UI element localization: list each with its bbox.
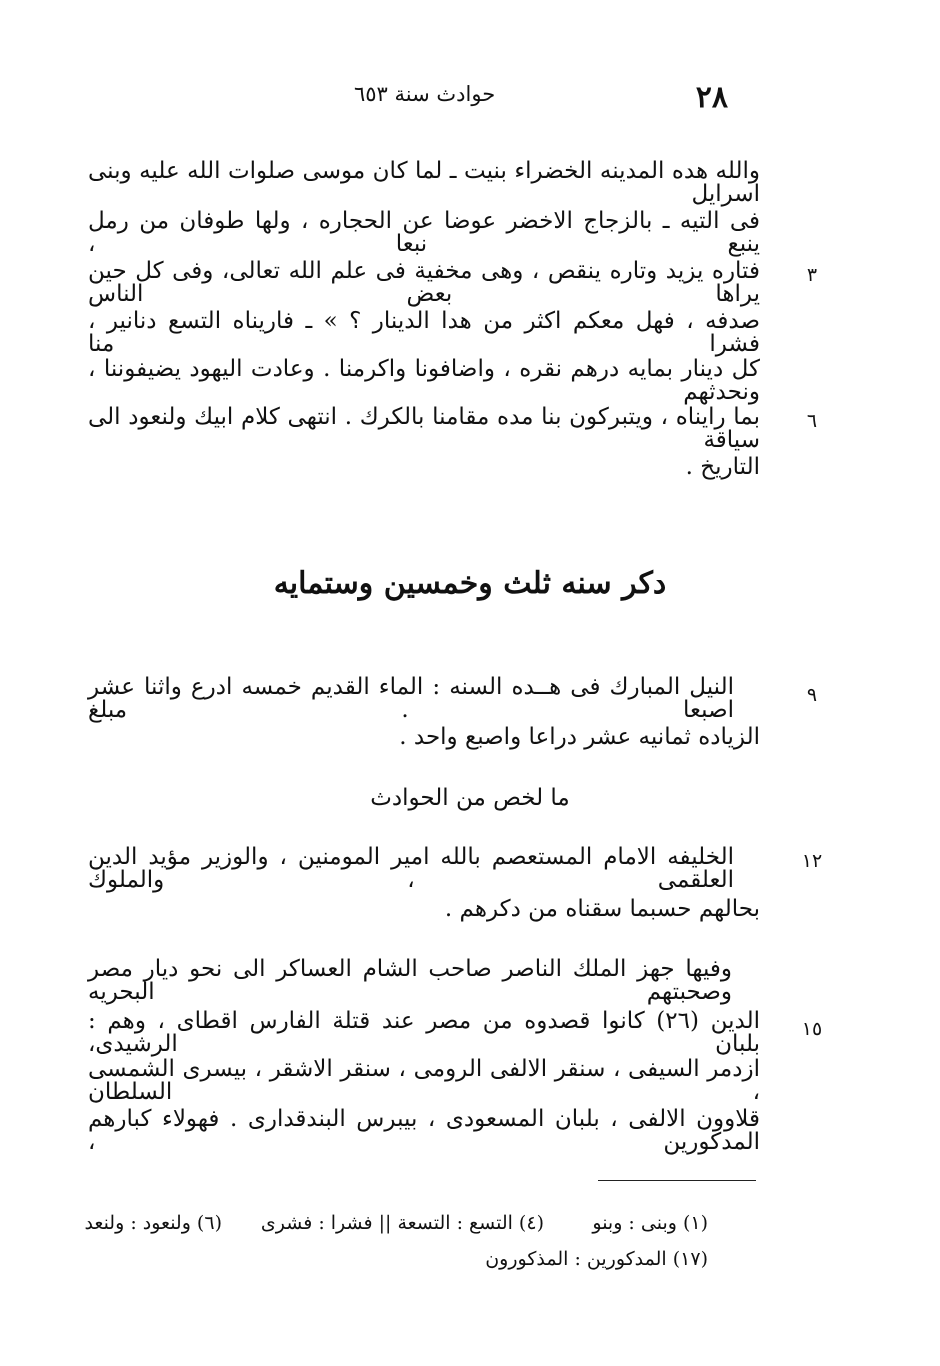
- text-line: بما رايناه ، ويتبركون بنا مده مقامنا بالكرك . انتهى كلام ابيك ولنعود الى سياقة: [88, 404, 760, 453]
- text-line: الزياده ثمانيه عشر دراعا واصبع واحد .: [399, 724, 760, 750]
- text-line: فتاره يزيد وتاره ينقص ، وهى مخفية فى علم الله تعالى، وفى كل حين يراها بعض الناس: [88, 258, 760, 307]
- footnote: (٤) التسع : التسعة || فشرا : فشرى: [260, 1212, 544, 1234]
- footnote: (٦) ولنعود : ولنعد: [84, 1212, 222, 1234]
- page-number: ٢٨: [695, 80, 728, 115]
- line-number: ١٥: [801, 1018, 823, 1040]
- footnote: (١٧) المدكورين : المذكورون: [485, 1248, 708, 1270]
- text-line: وفيها جهز الملك الناصر صاحب الشام العساكر الى نحو ديار مصر وصحبتهم البحريه: [88, 956, 732, 1005]
- text-line: التاريخ .: [685, 454, 760, 480]
- text-line: فى التيه ـ بالزجاج الاخضر عوضا عن الحجاره ، ولها طوفان من رمل ينبع نبعا ،: [88, 208, 760, 257]
- line-number: ٩: [806, 684, 818, 706]
- text-line: الدين (٢٦) كانوا قصدوه من مصر عند قتلة الفارس اقطاى ، وهم : بلبان الرشيدى،: [88, 1008, 760, 1057]
- footnote: (١) وبنى : وبنو: [592, 1212, 708, 1234]
- text-line: كل دينار بمايه درهم نقره ، واضافونا واكرمنا . وعادت اليهود يضيفوننا ، ونحدثهم: [88, 356, 760, 405]
- text-line: الخليفه الامام المستعصم بالله امير المومنين ، والوزير مؤيد الدين العلقمى ، والملوك: [88, 844, 734, 893]
- text-line: قلاوون الالفى ، بلبان المسعودى ، بيبرس البندقدارى . فهولاء كبارهم المدكورين ،: [88, 1106, 760, 1155]
- text-line: النيل المبارك فى هــده السنه : الماء القديم خمسه ادرع واثنا عشر اصبعا . مبلغ: [88, 674, 734, 723]
- summary-heading: ما لخص من الحوادث: [370, 785, 570, 811]
- line-number: ٦: [806, 410, 818, 432]
- footnote-rule: [598, 1180, 756, 1181]
- text-line: ازدمر السيفى ، سنقر الالفى الرومى ، سنقر الاشقر ، بيسرى الشمسى ، السلطان: [88, 1056, 760, 1105]
- text-line: صدفه ، فهل معكم اكثر من هدا الدينار ؟ » ـ فاريناه التسع دنانير ، فشرا منا: [88, 308, 760, 357]
- text-line: بحالهم حسبما سقناه من دكرهم .: [444, 896, 760, 922]
- section-heading: دكر سنه ثلث وخمسين وستمايه: [273, 566, 667, 601]
- line-number: ١٢: [801, 850, 823, 872]
- running-head: حوادث سنة ٦٥٣: [354, 82, 496, 106]
- text-line: والله هده المدينه الخضراء بنيت ـ لما كان موسى صلوات الله عليه وبنى اسرايل: [88, 158, 760, 207]
- line-number: ٣: [806, 264, 818, 286]
